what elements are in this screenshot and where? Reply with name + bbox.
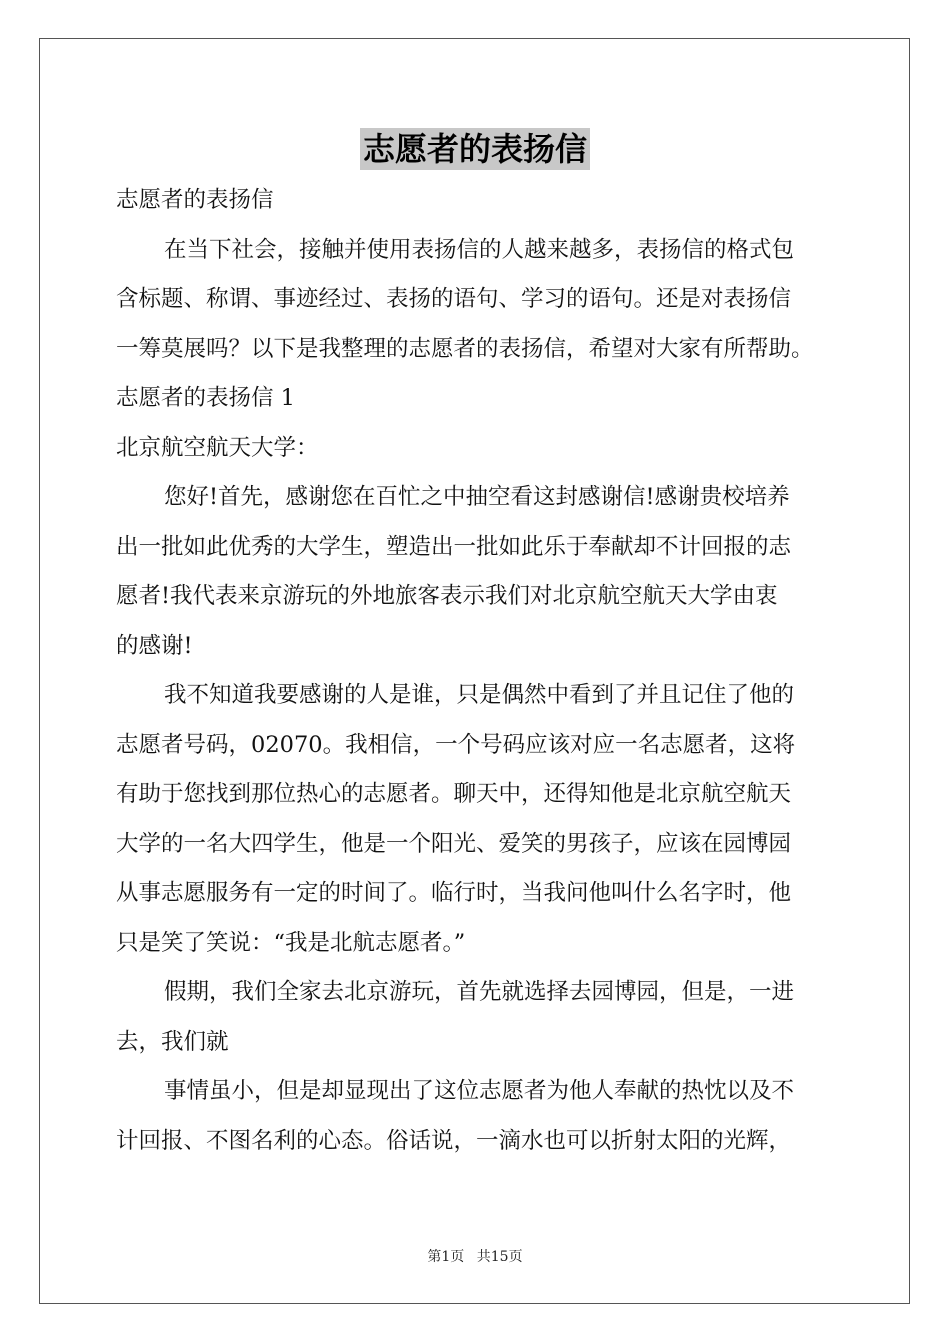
page-total: 共15页 [476,1249,523,1265]
text-line: 的感谢! [116,632,193,659]
page-footer [0,1246,950,1266]
text-line: 我不知道我要感谢的人是谁，只是偶然中看到了并且记住了他的 [164,682,795,708]
text-line: 一筹莫展吗？以下是我整理的志愿者的表扬信，希望对大家有所帮助。 [116,335,814,362]
text-line: 含标题、称谓、事迹经过、表扬的语句、学习的语句。还是对表扬信 [116,286,792,312]
text-line: 北京航空航天大学： [116,434,319,461]
text-line: 去，我们就 [116,1028,229,1055]
text-line: 有助于您找到那位热心的志愿者。聊天中，还得知他是北京航空航天 [116,781,792,807]
text-line: 志愿者的表扬信 1 [116,385,295,411]
text-line: 在当下社会，接触并使用表扬信的人越来越多，表扬信的格式包 [164,236,795,263]
text-line: 志愿者的表扬信 [116,187,274,213]
document-title-container [0,128,950,172]
text-line: 事情虽小，但是却显现出了这位志愿者为他人奉献的热忱以及不 [164,1078,795,1104]
text-line: 计回报、不图名利的心态。俗话说，一滴水也可以折射太阳的光辉， [116,1127,792,1154]
text-line: 只是笑了笑说：“我是北航志愿者。” [116,929,466,956]
document-title: 志愿者的表扬信 [360,128,590,170]
page-number: 第1页 [427,1249,465,1265]
text-line: 您好!首先，感谢您在百忙之中抽空看这封感谢信!感谢贵校培养 [164,484,790,510]
text-line: 大学的一名大四学生，他是一个阳光、爱笑的男孩子，应该在园博园 [116,830,792,857]
text-line: 志愿者号码，02070。我相信，一个号码应该对应一名志愿者，这将 [116,731,796,758]
text-line: 从事志愿服务有一定的时间了。临行时，当我问他叫什么名字时，他 [116,880,792,906]
text-line: 愿者!我代表来京游玩的外地旅客表示我们对北京航空航天大学由衷 [116,583,778,609]
text-line: 出一批如此优秀的大学生，塑造出一批如此乐于奉献却不计回报的志 [116,533,792,560]
document-body [116,176,846,1166]
text-line: 假期，我们全家去北京游玩，首先就选择去园博园，但是，一进 [164,979,795,1005]
